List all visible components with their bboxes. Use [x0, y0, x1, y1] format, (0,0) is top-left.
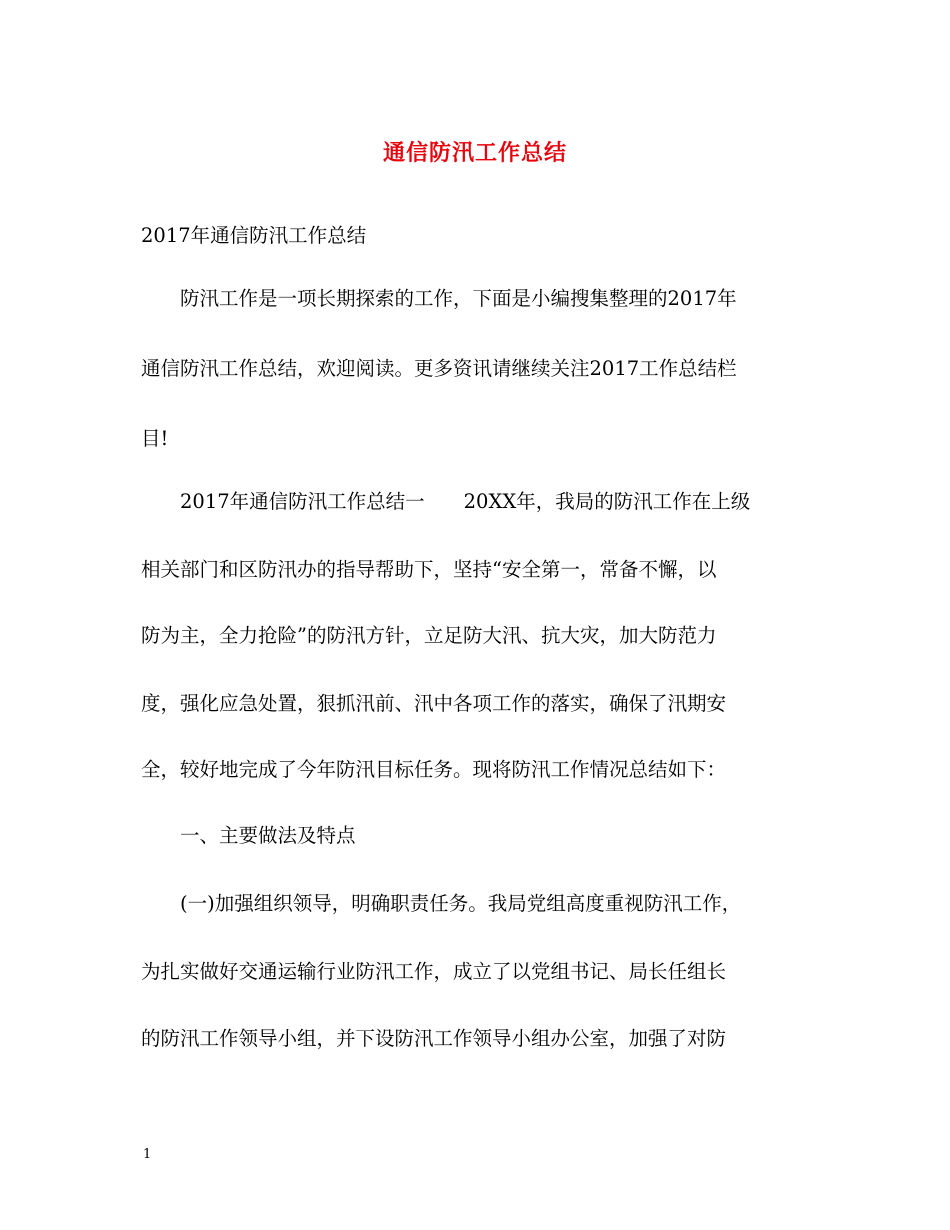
body-line: 防为主，全力抢险”的防汛方针，立足防大汛、抗大灾，加大防范力: [141, 624, 717, 647]
body-line: 2017年通信防汛工作总结一 20XX年，我局的防汛工作在上级: [180, 490, 751, 513]
page-number: 1: [143, 1147, 152, 1162]
body-line: 通信防汛工作总结，欢迎阅读。更多资讯请继续关注2017工作总结栏: [141, 357, 737, 380]
subtitle-line: 2017年通信防汛工作总结: [141, 224, 367, 247]
body-line: 目!: [141, 427, 169, 450]
body-line: 度，强化应急处置，狠抓汛前、汛中各项工作的落实，确保了汛期安: [141, 692, 727, 715]
section-heading: 一、主要做法及特点: [180, 824, 356, 847]
body-line: 防汛工作是一项长期探索的工作，下面是小编搜集整理的2017年: [180, 287, 737, 310]
document-title: 通信防汛工作总结: [382, 140, 567, 166]
body-line: 为扎实做好交通运输行业防汛工作，成立了以党组书记、局长任组长: [141, 960, 727, 983]
body-line: 全，较好地完成了今年防汛目标任务。现将防汛工作情况总结如下：: [141, 758, 727, 781]
body-line: 相关部门和区防汛办的指导帮助下，坚持“安全第一，常备不懈，以: [141, 558, 717, 581]
body-line: (一)加强组织领导，明确职责任务。我局党组高度重视防汛工作，: [180, 892, 742, 915]
body-line: 的防汛工作领导小组，并下设防汛工作领导小组办公室，加强了对防: [141, 1027, 727, 1050]
